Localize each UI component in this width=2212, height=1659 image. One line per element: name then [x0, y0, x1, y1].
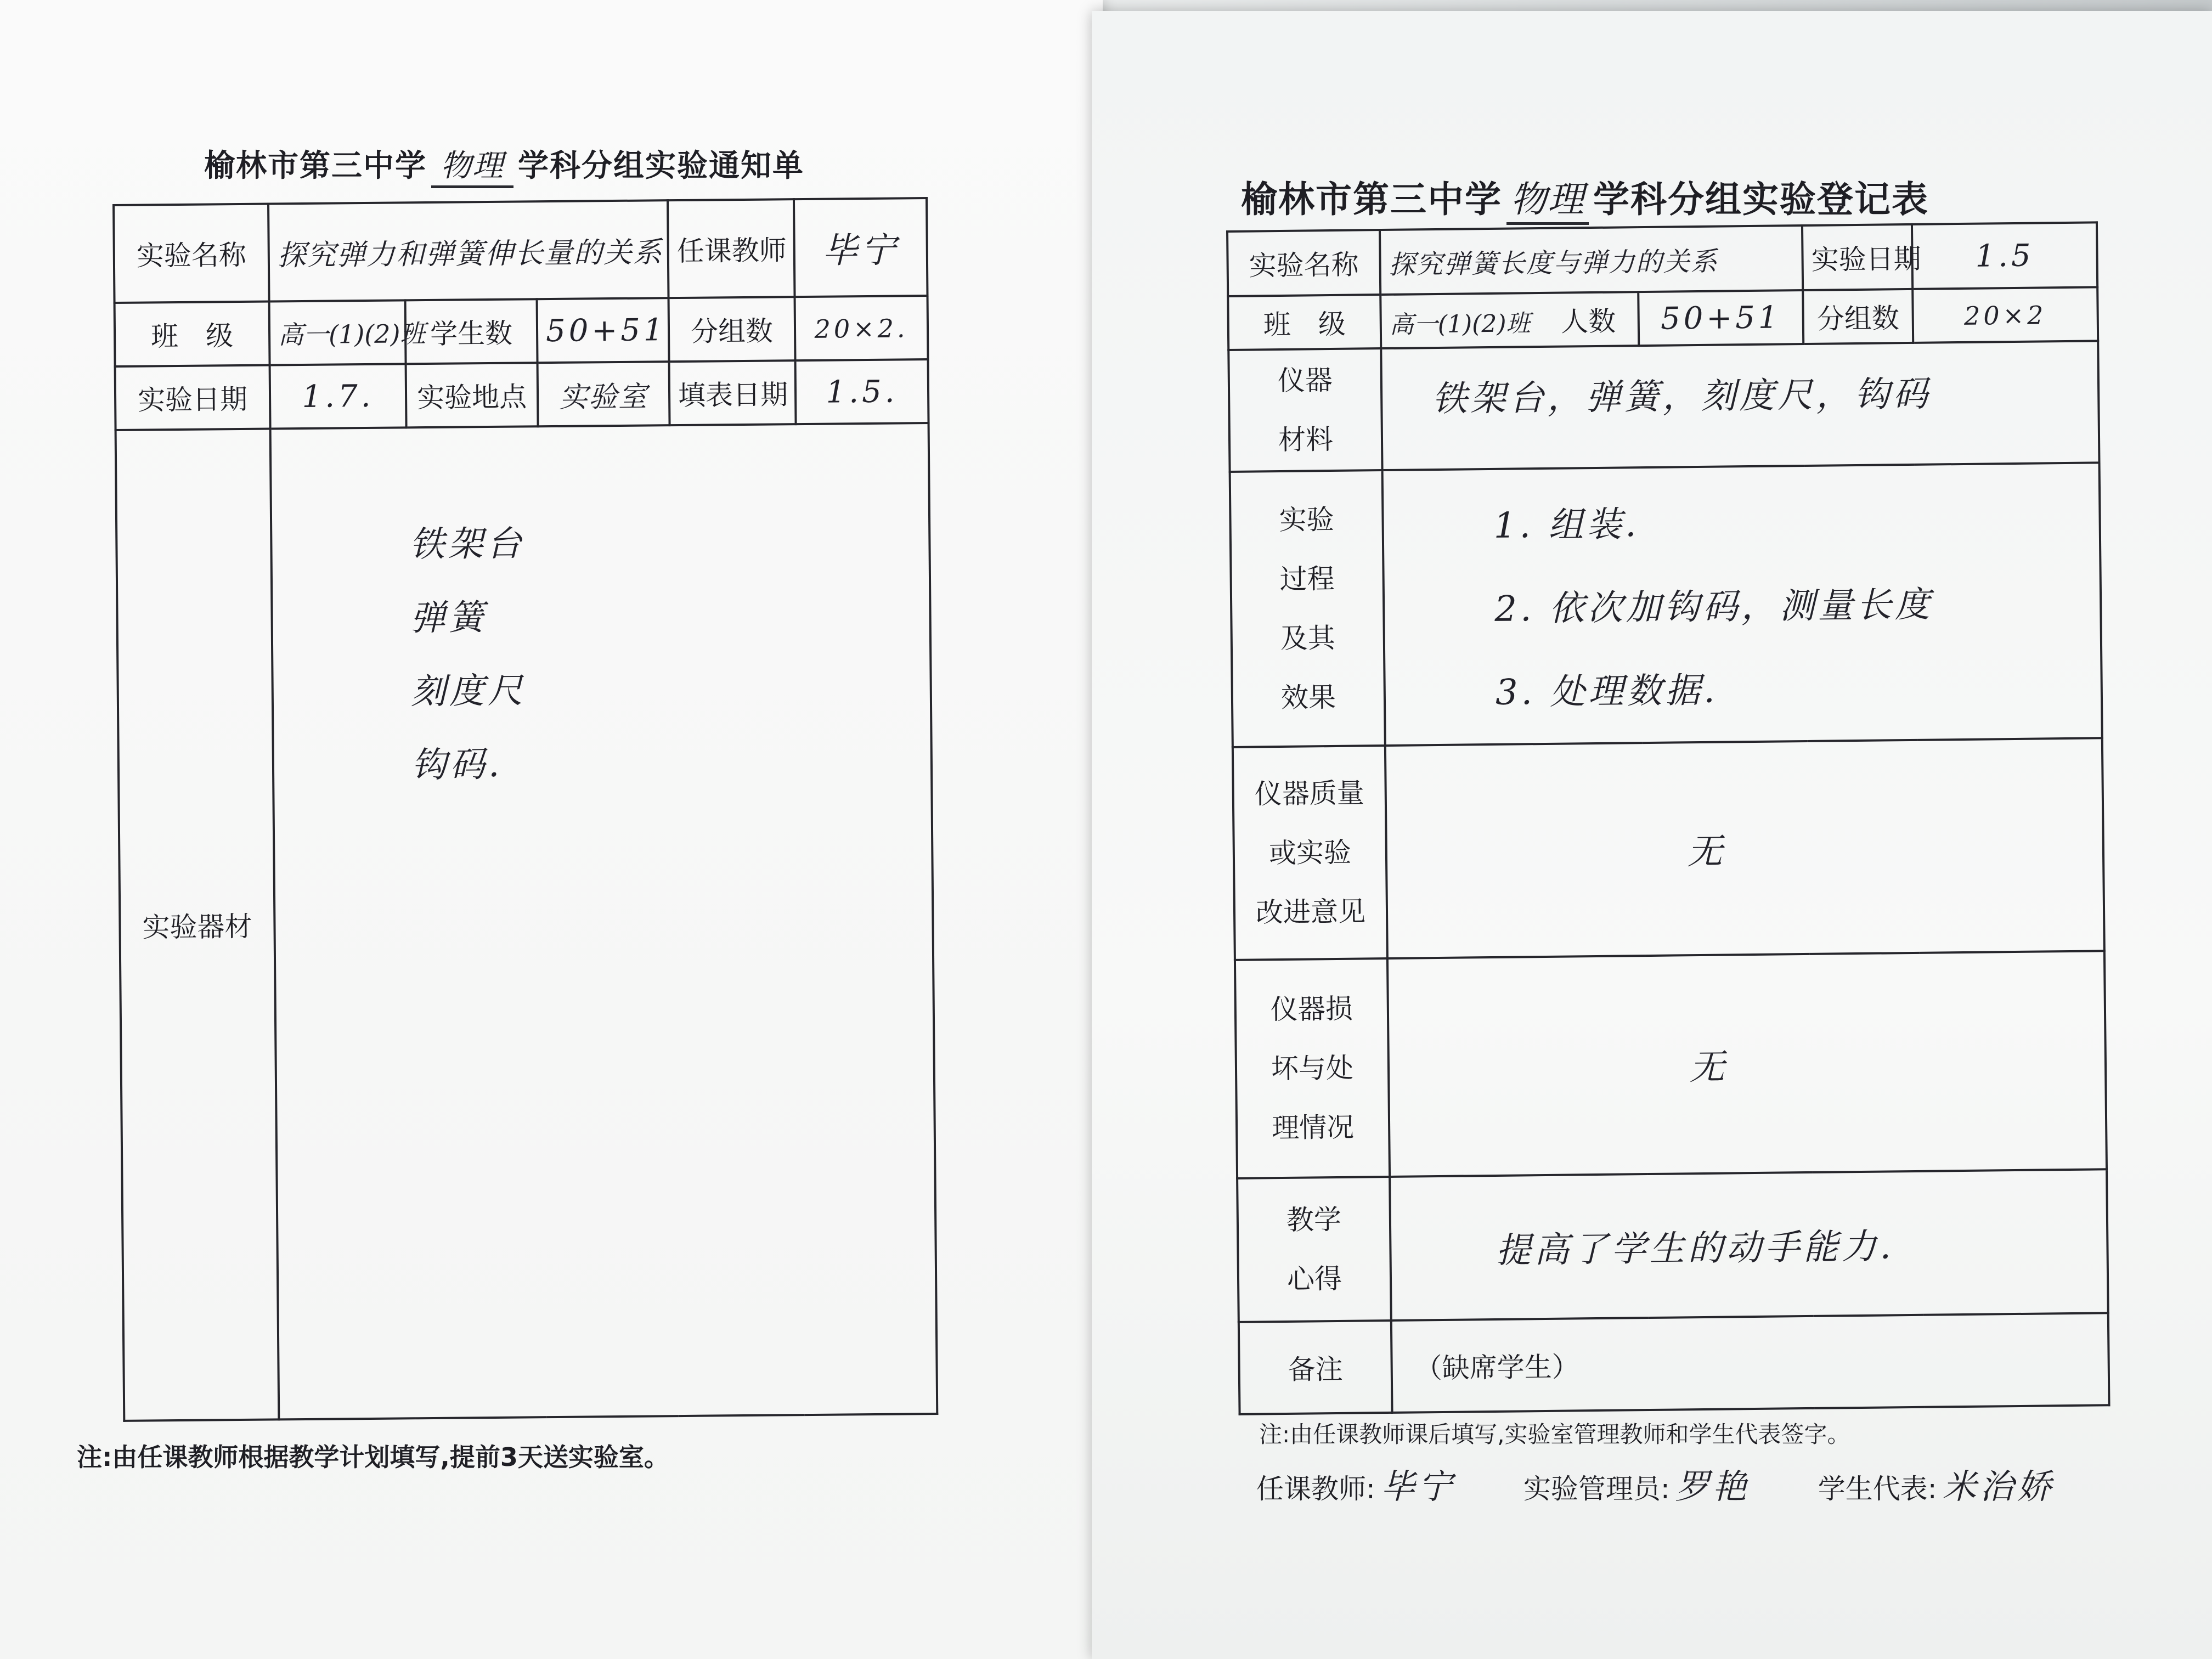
notice-table: [112, 197, 938, 1422]
list-item: 弹簧: [410, 597, 487, 639]
register-process-label-1: 实验: [1279, 503, 1334, 537]
notice-label-exp-date: 实验日期: [115, 365, 270, 430]
notice-label-location: 实验地点: [406, 363, 538, 427]
register-insight-label-1: 教学: [1286, 1203, 1342, 1236]
register-instruments-text: 铁架台，弹簧，刻度尺，钩码: [1431, 374, 1932, 420]
student-signature-label: 学生代表:: [1818, 1473, 1937, 1505]
register-quality-label-3: 改进意见: [1255, 895, 1366, 929]
notice-class-text: 高一(1)(2)班: [278, 319, 426, 350]
register-value-exp-name: [1380, 225, 1803, 295]
register-insight-cell: [1390, 1169, 2108, 1321]
register-label-exp-date: 实验日期: [1802, 224, 1912, 290]
register-table: [1226, 221, 2111, 1415]
notice-value-students: [537, 298, 669, 363]
register-groups-text: 20×2: [1963, 300, 2047, 331]
notice-equipment-cell: [270, 423, 938, 1419]
register-process-list: [1493, 492, 2093, 715]
register-instruments-label-1: 仪器: [1277, 364, 1333, 397]
list-item: 3. 处理数据.: [1495, 670, 1718, 713]
register-quality-text: 无: [1687, 831, 1726, 873]
notice-title-prefix: 榆林市第三中学: [204, 148, 427, 184]
teacher-signature-label: 任课教师:: [1256, 1473, 1375, 1505]
register-damage-cell: [1387, 951, 2107, 1177]
list-item: 1. 组装.: [1493, 504, 1640, 546]
notice-label-groups: 分组数: [669, 297, 795, 362]
notice-sheet: [0, 0, 1103, 1659]
register-process-label-3: 及其: [1280, 622, 1336, 655]
register-label-damage: [1235, 958, 1390, 1178]
register-exp-name-text: 探究弹簧长度与弹力的关系: [1389, 246, 1718, 280]
register-label-exp-name: 实验名称: [1227, 230, 1380, 296]
notice-footnote: 注:由任课教师根据教学计划填写,提前3天送实验室。: [77, 1442, 669, 1472]
notice-exp-name-text: 探究弹力和弹簧伸长量的关系: [277, 235, 663, 272]
register-class-text: 高一(1)(2)班: [1389, 309, 1531, 339]
register-label-process: [1230, 470, 1385, 747]
list-item: 2. 依次加钩码，测量长度: [1494, 584, 1934, 630]
register-label-class: 班 级: [1228, 295, 1381, 350]
register-value-groups: [1912, 287, 2098, 343]
register-instruments-label-2: 材料: [1278, 423, 1334, 456]
register-remarks-text: （缺席学生）: [1414, 1351, 1580, 1385]
register-label-instruments: [1228, 348, 1382, 472]
notice-title-suffix: 学科分组实验通知单: [518, 148, 804, 184]
notice-label-equipment: 实验器材: [116, 429, 279, 1421]
register-remarks-cell: [1391, 1313, 2109, 1413]
list-item: 钩码.: [411, 744, 503, 786]
notice-location-text: 实验室: [558, 380, 648, 414]
student-signature: 米治娇: [1942, 1466, 2055, 1506]
register-process-label-4: 效果: [1280, 681, 1336, 714]
register-sheet: [1092, 11, 2212, 1659]
notice-students-text: 50+51: [545, 312, 667, 349]
register-instruments-cell: [1381, 341, 2099, 470]
notice-groups-text: 20×2.: [814, 313, 909, 344]
admin-signature-label: 实验管理员:: [1523, 1473, 1670, 1505]
notice-value-groups: [795, 296, 928, 360]
register-damage-label-3: 理情况: [1271, 1111, 1355, 1144]
register-signature-row: [1256, 1459, 2055, 1508]
register-count-text: 50+51: [1660, 299, 1781, 337]
register-title-subject: 物理: [1506, 170, 1589, 225]
notice-value-class: [269, 300, 426, 365]
register-label-groups: 分组数: [1803, 289, 1913, 344]
register-value-exp-date: [1912, 222, 2097, 289]
register-quality-label-2: 或实验: [1268, 836, 1352, 870]
register-title: [1241, 170, 1929, 225]
notice-label-exp-name: 实验名称: [114, 204, 269, 303]
register-title-prefix: 榆林市第三中学: [1241, 178, 1502, 221]
register-quality-label-1: 仪器质量: [1254, 777, 1365, 810]
notice-value-exp-name: [268, 200, 669, 301]
notice-equipment-list: [409, 512, 930, 787]
register-damage-label-2: 坏与处: [1271, 1052, 1354, 1085]
teacher-signature: 毕宁: [1380, 1466, 1455, 1506]
register-process-label-2: 过程: [1279, 562, 1335, 596]
notice-value-location: [538, 362, 670, 426]
register-insight-text: 提高了学生的动手能力.: [1496, 1226, 1895, 1271]
list-item: 刻度尺: [410, 670, 527, 713]
register-process-cell: [1383, 462, 2102, 746]
notice-label-students: 学生数: [405, 299, 538, 364]
register-damage-text: 无: [1689, 1047, 1728, 1088]
register-damage-label-1: 仪器损: [1270, 992, 1353, 1026]
notice-fill-date-text: 1.5.: [826, 374, 898, 410]
notice-label-fill-date: 填表日期: [669, 360, 796, 425]
register-label-count: 人数: [1561, 305, 1616, 338]
notice-value-fill-date: [795, 359, 929, 424]
register-value-class: [1380, 292, 1639, 348]
register-exp-date-text: 1.5: [1975, 238, 2034, 274]
notice-value-exp-date: [270, 364, 407, 428]
register-footnote: 注:由任课教师课后填写,实验室管理教师和学生代表签字。: [1259, 1421, 1850, 1448]
notice-value-teacher: [794, 198, 928, 297]
register-label-quality: [1233, 746, 1387, 960]
register-label-insight: [1237, 1177, 1391, 1322]
notice-teacher-text: 毕宁: [822, 230, 900, 272]
admin-signature: 罗艳: [1675, 1466, 1750, 1506]
register-insight-label-2: 心得: [1286, 1262, 1342, 1295]
notice-title: [204, 142, 804, 188]
notice-label-teacher: 任课教师: [668, 199, 795, 298]
notice-label-class: 班 级: [115, 302, 270, 366]
register-value-count: [1638, 290, 1803, 346]
notice-exp-date-text: 1.7.: [302, 378, 374, 415]
list-item: 铁架台: [409, 523, 525, 566]
register-title-suffix: 学科分组实验登记表: [1593, 178, 1929, 221]
register-label-remarks: 备注: [1239, 1321, 1392, 1414]
notice-title-subject: 物理: [431, 142, 514, 188]
register-quality-cell: [1385, 738, 2104, 958]
